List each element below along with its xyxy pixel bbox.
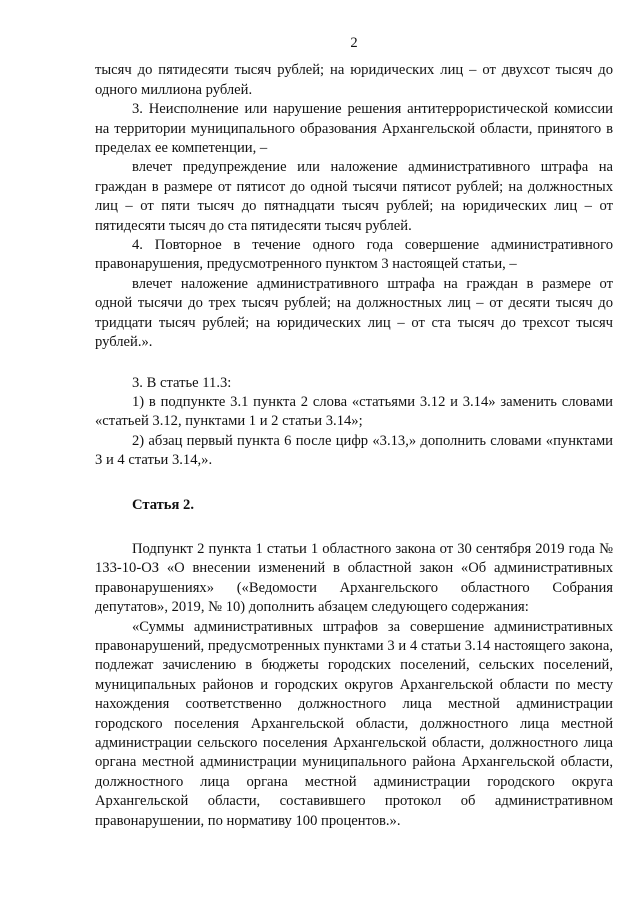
page-number: 2: [350, 35, 358, 51]
paragraph-article-2-body: Подпункт 2 пункта 1 статьи 1 областного закона от 30 сентября 2019 года № 133-10-ОЗ «О внесении изменений в областной закон «Об административных правонарушениях» («Ведомости Архангельского областного Собрания депутатов», 2019, № 10) дополнить абзацем следующего содержания:: [95, 540, 613, 616]
paragraph-item-4: 4. Повторное в течение одного года совершение административного правонарушения, предусмотренного пунктом 3 настоящей статьи, –: [95, 237, 613, 273]
spacer: [95, 471, 613, 496]
paragraph-penalty-3: влечет предупреждение или наложение административного штрафа на граждан в размере от пятисот до одной тысячи пятисот рублей; на должностных лиц – от пяти тысяч до пятнадцати тысяч рублей; на юридических лиц – от пятидесяти тысяч до ста пятидесяти тысяч рублей.: [95, 159, 613, 234]
article-heading: Статья 2.: [132, 496, 194, 513]
document-page: [95, 34, 613, 831]
spacer: [95, 515, 613, 540]
paragraph-subitem-2: 2) абзац первый пункта 6 после цифр «3.13,» дополнить словами «пунктами 3 и 4 статьи 3.14,».: [95, 432, 613, 469]
paragraph-quoted-addition: «Суммы административных штрафов за совершение административных правонарушений, предусмотренных пунктами 3 и 4 статьи 3.14 настоящего закона, подлежат зачислению в бюджеты городских поселений, сельских поселений, муниципальных районов и городских округов Архангельской области по месту нахождения соответственно должностного лица местной администрации городского поселения Архангельской области, должностного лица местной администрации сельского поселения Архангельской области, должностного лица органа местной администрации муниципального района Архангельской области, должностного лица органа местной администрации городского округа Архангельской области, составившего протокол об административном правонарушении, по нормативу 100 процентов.».: [95, 618, 613, 829]
spacer: [95, 353, 613, 374]
paragraph-item-3: 3. Неисполнение или нарушение решения антитеррористической комиссии на территории муниципального образования Архангельской области, принятого в пределах ее компетенции, –: [95, 101, 613, 157]
paragraph-article-11-3: 3. В статье 11.3:: [132, 374, 232, 391]
paragraph-continuation: тысяч до пятидесяти тысяч рублей; на юридических лиц – от двухсот тысяч до одного миллиона рублей.: [95, 62, 613, 98]
paragraph-penalty-4: влечет наложение административного штрафа на граждан в размере от одной тысячи до трех тысяч рублей; на должностных лиц – от десяти тысяч до тридцати тысяч рублей; на юридических лиц – от ста тысяч до трехсот тысяч рублей.».: [95, 275, 613, 351]
paragraph-subitem-1: 1) в подпункте 3.1 пункта 2 слова «статьями 3.12 и 3.14» заменить словами «статьей 3.12, пунктами 1 и 2 статьи 3.14»;: [95, 393, 613, 430]
